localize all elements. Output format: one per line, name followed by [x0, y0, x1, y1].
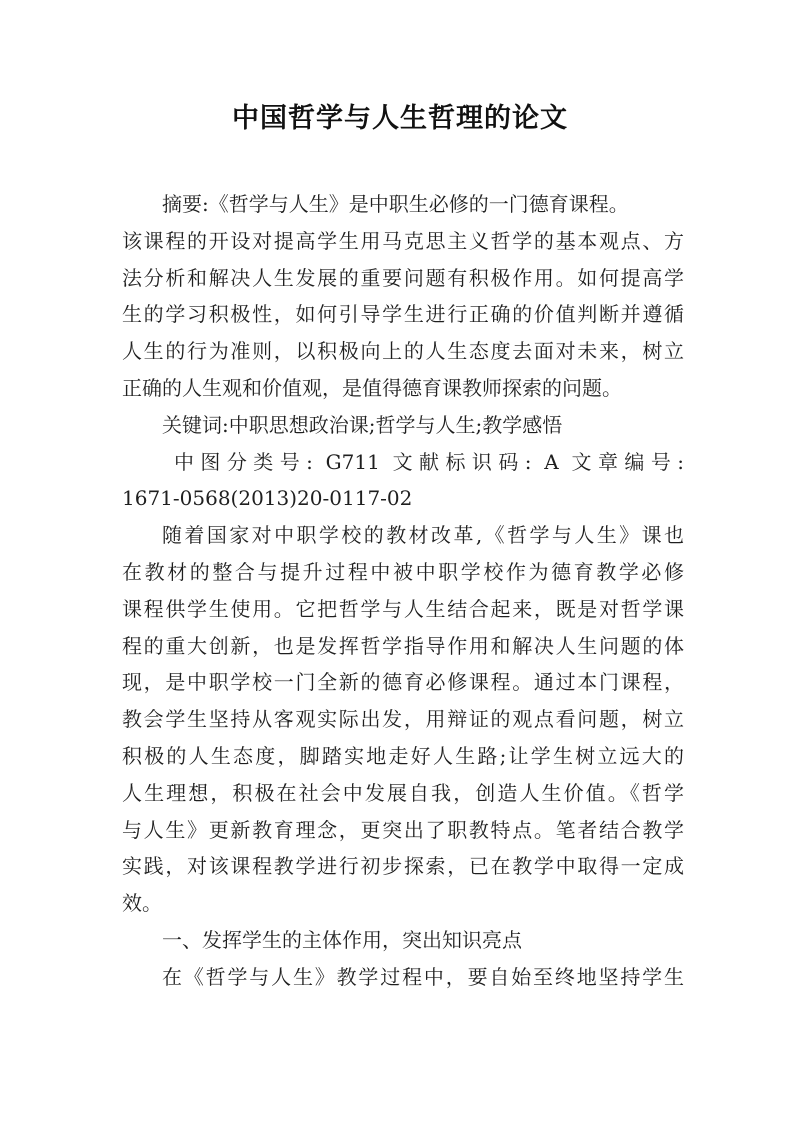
paragraph-line: 程的重大创新，也是发挥哲学指导作用和解决人生问题的体	[122, 633, 684, 658]
keywords-line: 关键词:中职思想政治课;哲学与人生;教学感悟	[162, 412, 563, 437]
paragraph-line: 与人生》更新教育理念，更突出了职教特点。笔者结合教学	[122, 817, 684, 842]
abstract-line: 该课程的开设对提高学生用马克思主义哲学的基本观点、方	[122, 228, 684, 253]
paragraph-line: 在《哲学与人生》教学过程中，要自始至终地坚持学生	[162, 964, 684, 989]
section-heading: 一、发挥学生的主体作用，突出知识亮点	[162, 927, 522, 952]
abstract-line: 正确的人生观和价值观，是值得德育课教师探索的问题。	[122, 375, 622, 400]
abstract-line: 人生的行为准则，以积极向上的人生态度去面对未来，树立	[122, 339, 684, 364]
paragraph-line: 人生理想，积极在社会中发展自我，创造人生价值。《哲学	[122, 780, 684, 805]
paragraph-line: 在教材的整合与提升过程中被中职学校作为德育教学必修	[122, 559, 684, 584]
abstract-line: 摘要:《哲学与人生》是中职生必修的一门德育课程。	[162, 192, 629, 216]
document-body	[122, 186, 684, 996]
paragraph-line: 效。	[122, 891, 162, 916]
abstract-line: 生的学习积极性，如何引导学生进行正确的价值判断并遵循	[122, 302, 684, 327]
article-number-line: 1671-0568(2013)20-0117-02	[122, 486, 413, 511]
paragraph-line: 积极的人生态度，脚踏实地走好人生路;让学生树立远大的	[122, 743, 684, 768]
document-title: 中国哲学与人生哲理的论文	[232, 103, 568, 134]
abstract-line: 法分析和解决人生发展的重要问题有积极作用。如何提高学	[122, 265, 684, 290]
paragraph-line: 教会学生坚持从客观实际出发，用辩证的观点看问题，树立	[122, 707, 684, 732]
paragraph-line: 实践，对该课程教学进行初步探索，已在教学中取得一定成	[122, 854, 684, 879]
paragraph-line: 课程供学生使用。它把哲学与人生结合起来，既是对哲学课	[122, 596, 684, 621]
classification-line: 中图分类号: G711 文献标识码: A 文章编号:	[174, 449, 684, 474]
paragraph-line: 随着国家对中职学校的教材改革,《哲学与人生》课也	[162, 523, 684, 548]
paragraph-line: 现，是中职学校一门全新的德育必修课程。通过本门课程，	[122, 670, 684, 695]
